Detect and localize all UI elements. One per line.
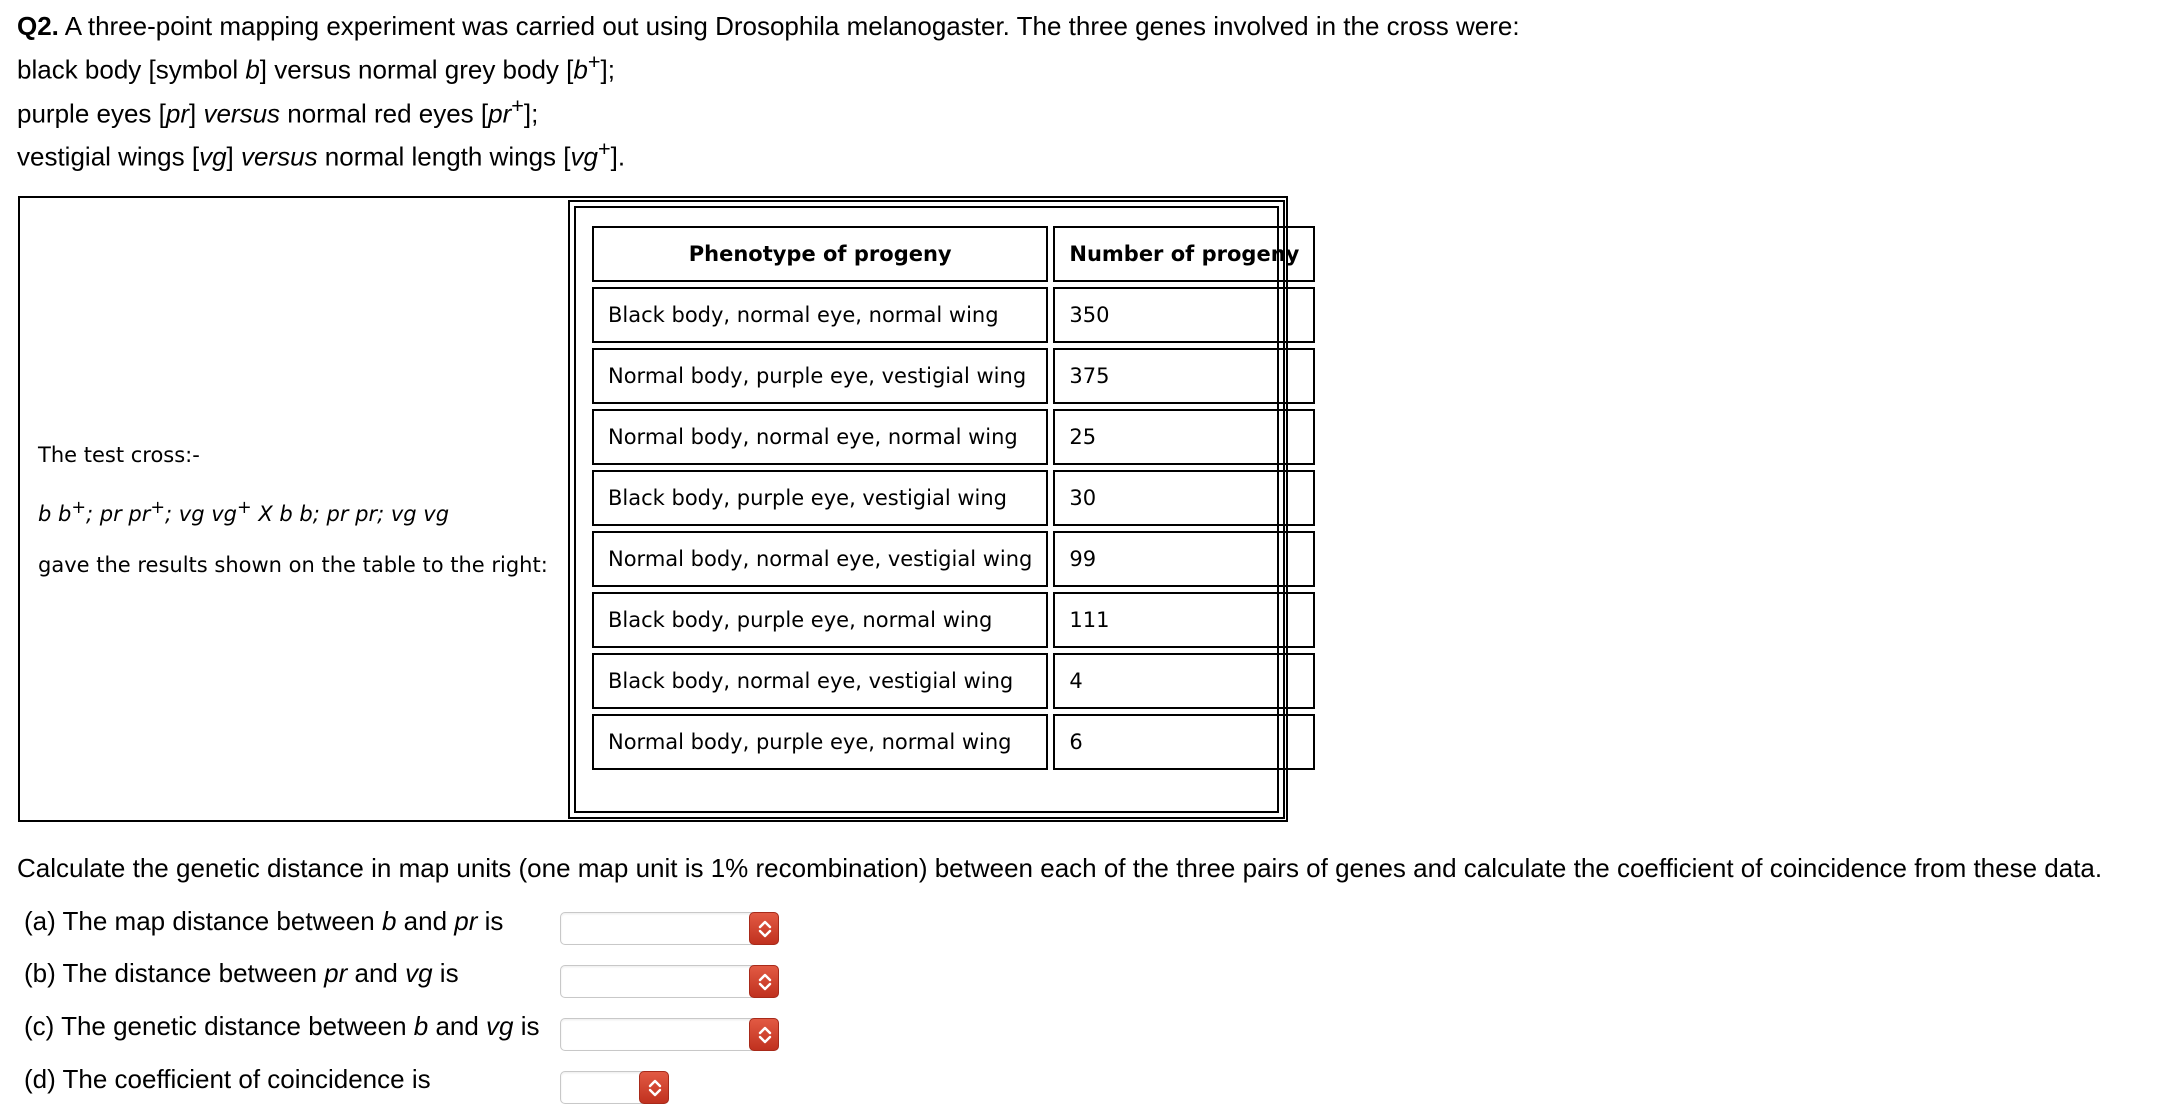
count-cell: 111 (1053, 592, 1315, 648)
answer-d-select[interactable] (560, 1071, 669, 1104)
question-text: is (432, 958, 459, 988)
gene-superscript: + (587, 49, 601, 74)
table-row (592, 714, 1315, 770)
gene-symbol: b (245, 54, 260, 85)
gene-line-text: ] (226, 141, 241, 172)
test-cross-formula (38, 498, 449, 526)
gene-symbol: vg (570, 141, 598, 172)
gene-line-text: normal red eyes [ (280, 98, 489, 129)
column-header-count: Number of progeny (1053, 226, 1315, 282)
table-row (592, 531, 1315, 587)
gene-line-text: vestigial wings [ (17, 141, 200, 172)
table-row (592, 653, 1315, 709)
gene-line-eyes (17, 88, 2157, 132)
versus-text: versus (241, 141, 318, 172)
formula-superscript: + (150, 498, 166, 518)
phenotype-cell: Normal body, normal eye, vestigial wing (592, 531, 1048, 587)
gene-line-body (17, 44, 2157, 88)
gene-line-text: ] versus normal grey body [ (259, 54, 574, 85)
count-cell: 6 (1053, 714, 1315, 770)
count-cell: 25 (1053, 409, 1315, 465)
progeny-table-frame (568, 200, 1300, 819)
formula-superscript: + (237, 498, 252, 518)
test-cross-label: The test cross:- (38, 443, 200, 467)
formula-part: ; pr pr (86, 502, 151, 526)
phenotype-cell: Black body, normal eye, normal wing (592, 287, 1048, 343)
answer-c-select[interactable] (560, 1018, 779, 1051)
gene-symbol: pr (454, 906, 478, 936)
gene-symbol: b (573, 54, 588, 85)
question-intro-text: A three-point mapping experiment was carried out using Drosophila melanogaster. The three genes involved in the cross were: (58, 11, 1520, 41)
table-row (592, 287, 1315, 343)
count-cell: 30 (1053, 470, 1315, 526)
question-a-label (24, 906, 503, 937)
progeny-table (587, 221, 1320, 775)
question-text: and (347, 958, 406, 988)
question-text: is (513, 1011, 540, 1041)
gene-superscript: + (597, 136, 611, 162)
gene-line-text: black body [symbol (17, 54, 246, 85)
phenotype-cell: Normal body, normal eye, normal wing (592, 409, 1048, 465)
gene-line-text: ]; (600, 54, 615, 85)
test-cross-result-text: gave the results shown on the table to the right: (38, 553, 548, 577)
question-header (17, 8, 2157, 175)
gene-line-text: ]. (610, 141, 626, 172)
gene-symbol: b (413, 1011, 429, 1041)
phenotype-cell: Black body, normal eye, vestigial wing (592, 653, 1048, 709)
chevron-up-down-icon[interactable] (749, 965, 779, 998)
count-cell: 350 (1053, 287, 1315, 343)
question-text: is (477, 906, 504, 936)
formula-part: X b b; pr pr; vg vg (251, 502, 450, 526)
gene-line-text: purple eyes [ (17, 98, 166, 129)
count-cell: 375 (1053, 348, 1315, 404)
versus-text: versus (203, 98, 281, 129)
count-cell: 99 (1053, 531, 1315, 587)
table-header-row (592, 226, 1315, 282)
gene-superscript: + (511, 92, 524, 118)
question-number: Q2. (17, 11, 59, 41)
gene-symbol: b (381, 906, 397, 936)
gene-line-text: ]; (523, 98, 539, 129)
column-header-phenotype: Phenotype of progeny (592, 226, 1048, 282)
phenotype-cell: Black body, purple eye, vestigial wing (592, 470, 1048, 526)
phenotype-cell: Normal body, purple eye, vestigial wing (592, 348, 1048, 404)
question-text: and (396, 906, 455, 936)
gene-line-text: ] (189, 98, 204, 129)
question-text: and (428, 1011, 487, 1041)
question-c-label (24, 1011, 540, 1042)
chevron-up-down-icon[interactable] (749, 1018, 779, 1051)
table-row (592, 348, 1315, 404)
question-d-label (24, 1064, 431, 1095)
gene-line-text: normal length wings [ (317, 141, 571, 172)
count-cell: 4 (1053, 653, 1315, 709)
question-text: (a) The map distance between (24, 906, 382, 936)
gene-line-wings (17, 131, 2157, 175)
gene-symbol: vg (199, 141, 227, 172)
answer-b-select[interactable] (560, 965, 779, 998)
chevron-up-down-icon[interactable] (749, 912, 779, 945)
table-row (592, 409, 1315, 465)
question-text: (b) The distance between (24, 958, 325, 988)
formula-part: ; vg vg (165, 502, 237, 526)
question-b-label (24, 958, 459, 989)
chevron-up-down-icon[interactable] (639, 1071, 669, 1104)
formula-part: b b (38, 502, 72, 526)
gene-symbol: pr (324, 958, 348, 988)
question-text: (c) The genetic distance between (24, 1011, 414, 1041)
question-intro (17, 8, 2157, 44)
table-row (592, 470, 1315, 526)
gene-symbol: vg (486, 1011, 514, 1041)
gene-symbol: vg (405, 958, 433, 988)
phenotype-cell: Normal body, purple eye, normal wing (592, 714, 1048, 770)
answer-a-select[interactable] (560, 912, 779, 945)
instructions-text: Calculate the genetic distance in map units (one map unit is 1% recombination) between each of the three pairs of genes and calculate the coefficient of coincidence from these data. (17, 853, 2103, 883)
formula-superscript: + (71, 498, 87, 518)
table-row (592, 592, 1315, 648)
question-text: (d) The coefficient of coincidence is (24, 1064, 431, 1094)
gene-symbol: pr (165, 98, 189, 129)
gene-symbol: pr (488, 98, 512, 129)
phenotype-cell: Black body, purple eye, normal wing (592, 592, 1048, 648)
